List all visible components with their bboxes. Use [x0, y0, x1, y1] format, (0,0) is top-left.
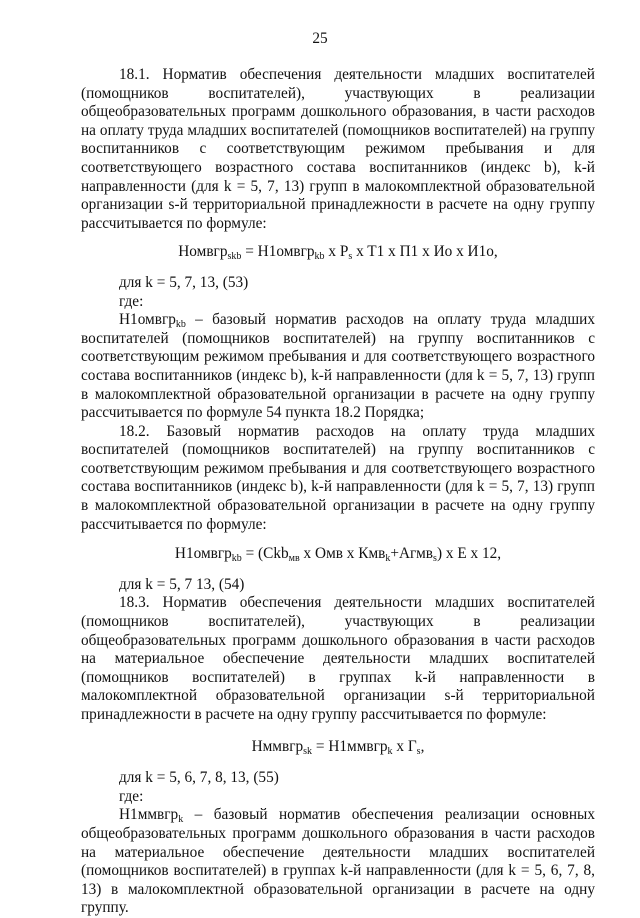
formula-53 — [81, 243, 595, 262]
term-sub: k — [178, 814, 184, 826]
where-label: где: — [119, 292, 144, 310]
paragraph-definition-n1omvgr — [81, 311, 595, 423]
formula-53-sub: s — [348, 251, 353, 263]
formula-54-sub: k — [385, 553, 391, 565]
formula-54-term: x Омв x Кмв — [299, 545, 386, 563]
formula-53-term: x T1 x П1 x Ио x И1о, — [352, 243, 498, 261]
document-body — [81, 66, 595, 918]
term: Н1ммвгр — [119, 806, 179, 824]
formula-54-sub: мв — [288, 553, 300, 565]
formula-55-term: = Н1ммвгр — [312, 737, 388, 755]
formula-55-condition: для k = 5, 6, 7, 8, 13, (55) — [119, 769, 279, 787]
formula-54-term: ) x E x 12, — [436, 545, 502, 563]
formula-54-term: Н1омвгр — [174, 545, 232, 563]
definition-text: – базовый норматив обеспечения реализации основных общеобразовательных программ дошкольного образования в части расходов на материальное обеспечение деятельности младших воспитателей (помощников воспитателей) в группах k-й направленности (для k = 5, 6, 7, 8, 13) в малокомплектной образовательной организации в расчете на одну группу. — [81, 806, 595, 917]
formula-54-sub: kb — [231, 553, 242, 565]
formula-54-condition: для k = 5, 7 13, (54) — [119, 575, 245, 593]
paragraph-definition-n1mmvgr — [81, 806, 595, 918]
formula-55-sub: k — [387, 745, 393, 757]
formula-55-term: Нммвгр — [251, 737, 304, 755]
paragraph-18-1: 18.1. Норматив обеспечения деятельности младших воспитателей (помощников воспитателей), участвующих в реализации общеобразовательных программ дошкольного образования, в части расходов на оплату труда младших воспитателей (помощников воспитателей) на группу воспитанников с соответствующим режимом пребывания и для соответствующего возрастного состава воспитанников (индекс b), k-й направленности (для k = 5, 7, 13) групп в малокомплектной образовательной организации s-й территориальной принадлежности в расчете на одну группу рассчитывается по формуле: — [81, 66, 595, 232]
formula-55-term: , — [420, 737, 425, 755]
formula-55-sub: s — [416, 745, 421, 757]
formula-54-sub: s — [433, 553, 437, 565]
where-label: где: — [119, 787, 144, 805]
term-sub: kb — [175, 319, 186, 331]
paragraph-18-3: 18.3. Норматив обеспечения деятельности младших воспитателей (помощников воспитателей), участвующих в реализации общеобразовательных программ дошкольного образования в части расходов на материальное обеспечение деятельности младших воспитателей (помощников воспитателей) в группах k-й направленности в малокомплектной образовательной организации s-й территориальной принадлежности в расчете на одну группу рассчитывается по формуле: — [81, 594, 595, 723]
formula-53-term: = Н1омвгр — [241, 243, 315, 261]
formula-53-sub: skb — [227, 251, 242, 263]
definition-text: – базовый норматив расходов на оплату труда младших воспитателей (помощников воспитателей) на группу воспитанников с соответствующим режимом пребывания и для соответствующего возрастного состава воспитанников (индекс b), k-й направленности (для k = 5, 7, 13) групп в малокомплектной образовательной организации в расчете на одну группу рассчитывается по формуле 54 пункта 18.2 Порядка; — [81, 311, 595, 422]
term: Н1омвгр — [119, 311, 176, 329]
formula-53-term: Номвгр — [178, 243, 228, 261]
paragraph-18-2: 18.2. Базовый норматив расходов на оплату труда младших воспитателей (помощников воспитателей) на группу воспитанников с соответствующим режимом пребывания и для соответствующего возрастного состава воспитанников (индекс b), k-й направленности (для k = 5, 7, 13) групп в малокомплектной образовательной организации в расчете на одну группу рассчитывается по формуле: — [81, 422, 595, 533]
formula-55-sub: sk — [303, 745, 313, 757]
formula-54 — [81, 545, 595, 564]
formula-55-term: x Г — [392, 737, 417, 755]
formula-54-term: +Агмв — [390, 545, 434, 563]
formula-53-sub: kb — [314, 251, 325, 263]
formula-55 — [81, 738, 595, 757]
formula-54-term: = (Ckb — [241, 545, 289, 563]
formula-53-term: x P — [324, 243, 349, 261]
page-number: 25 — [312, 30, 328, 47]
formula-53-condition: для k = 5, 7, 13, (53) — [119, 273, 249, 291]
